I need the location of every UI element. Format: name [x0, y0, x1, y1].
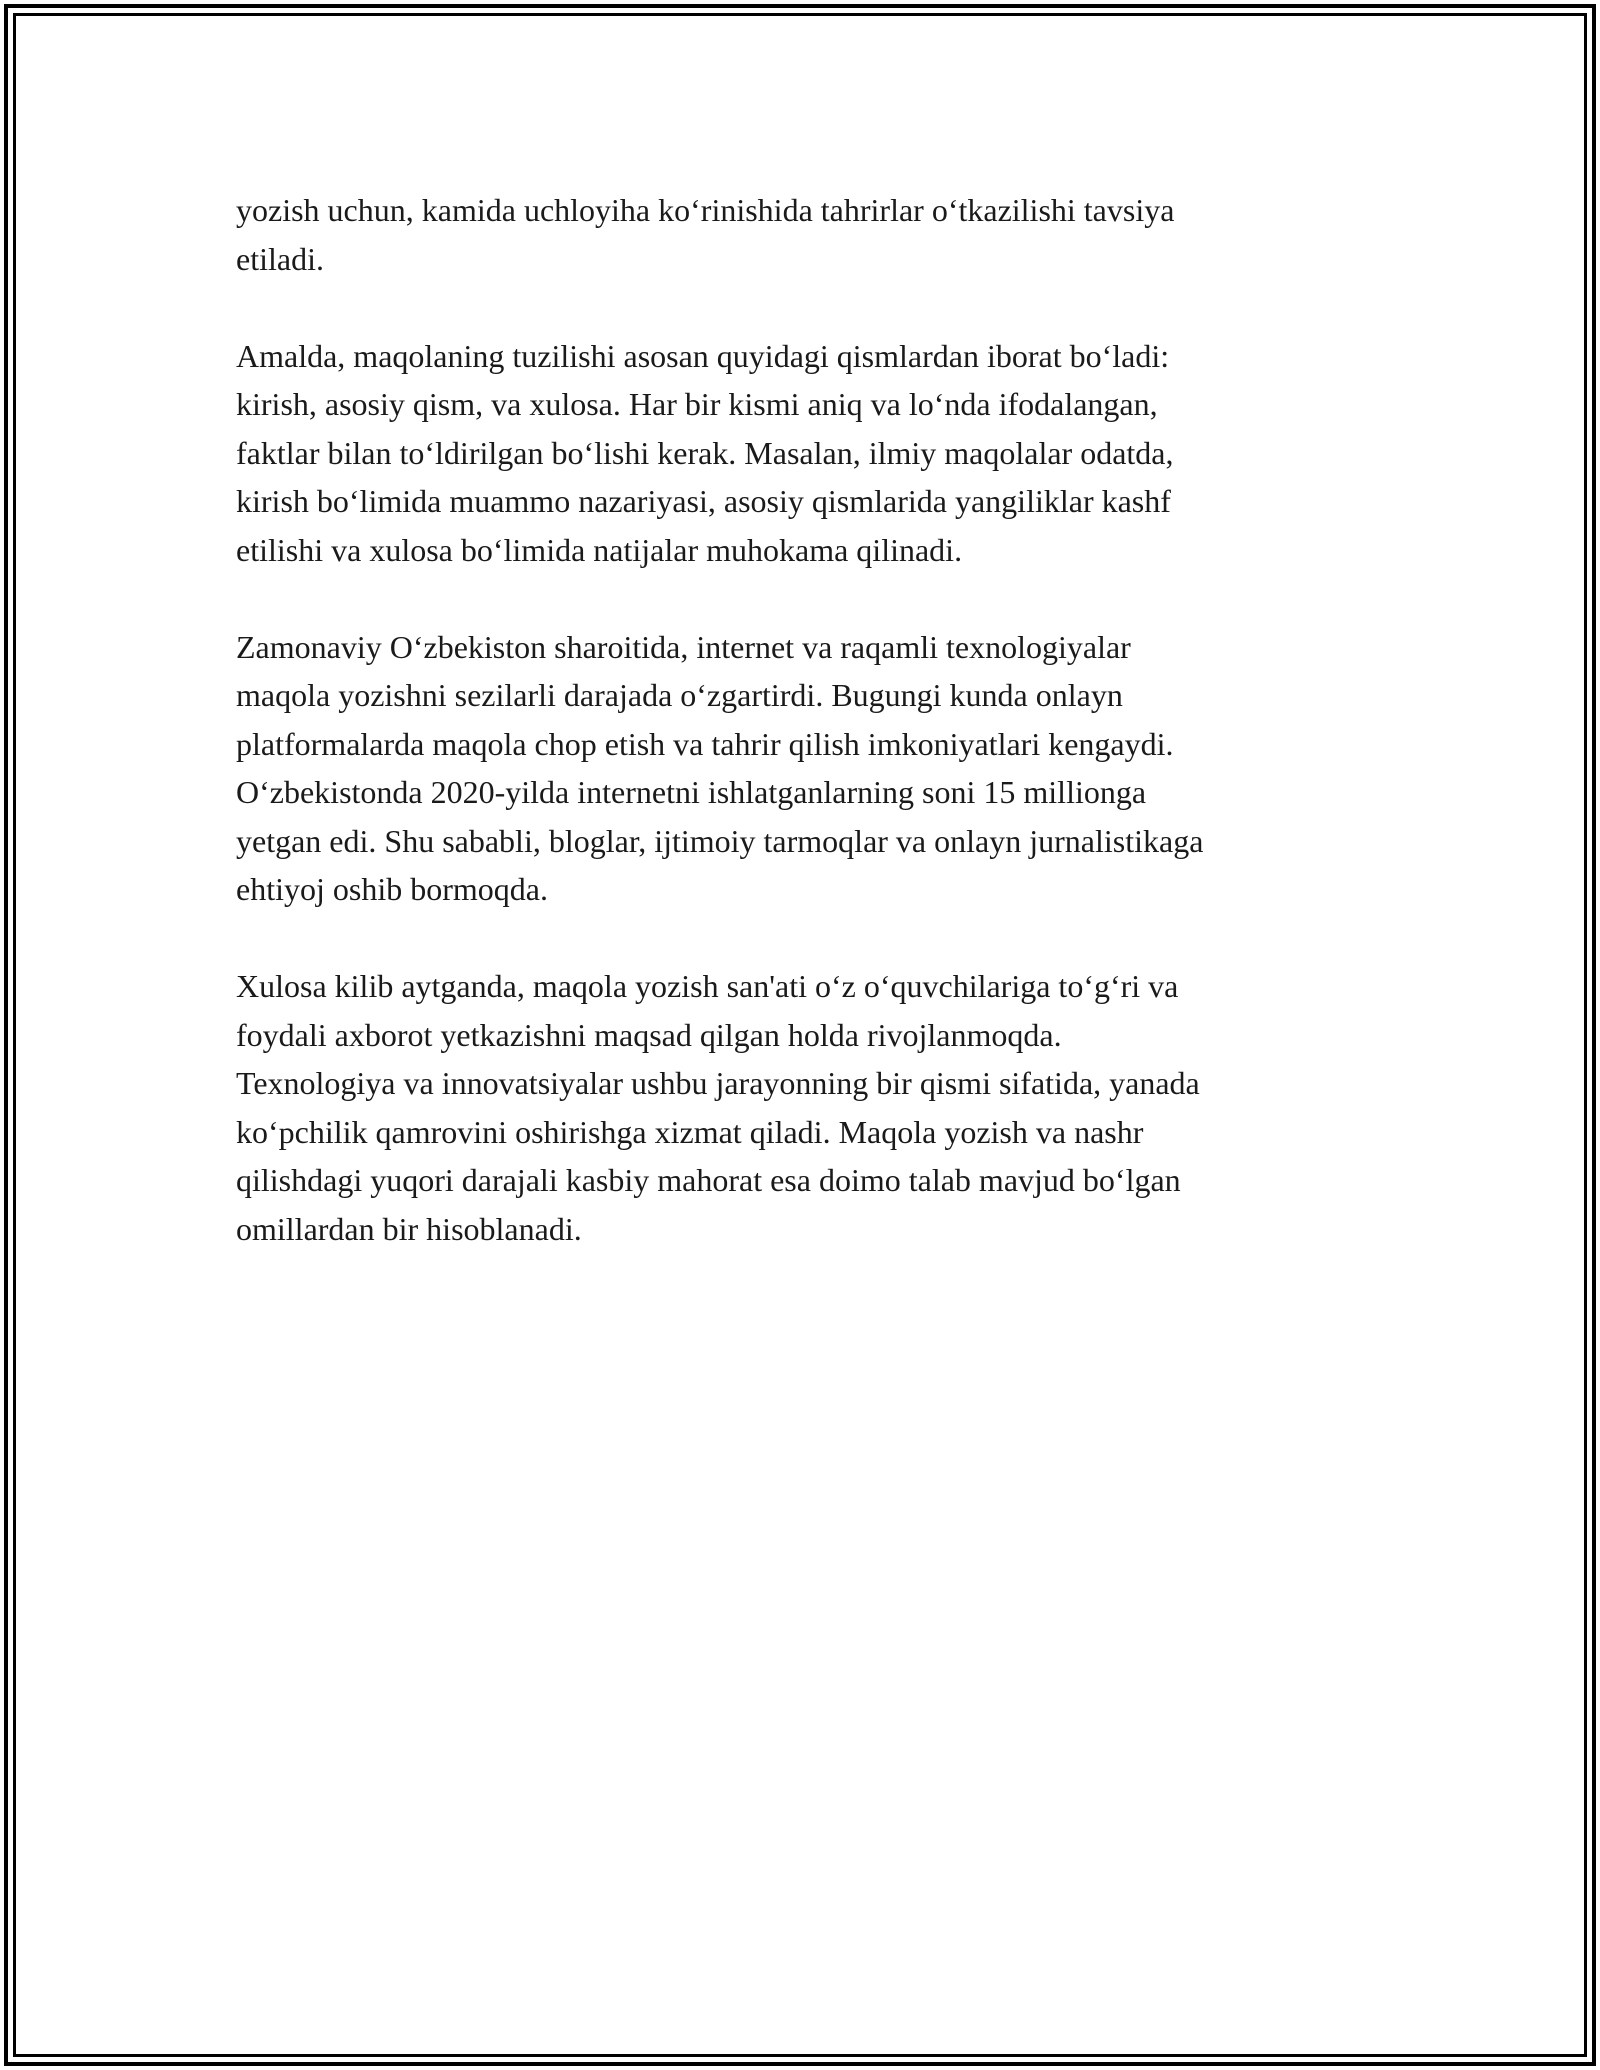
paragraph-article-structure: Amalda, maqolaning tuzilishi asosan quyidagi qismlardan iborat boʻladi: kirish, asosiy qism, va xulosa. Har bir kismi aniq va loʻnda ifodalangan, faktlar bilan toʻldirilgan boʻlishi kerak. Masalan, ilmiy maqolalar odatda, kirish boʻlimida muammo nazariyasi, asosiy qismlarida yangiliklar kashf etilishi va xulosa boʻlimida natijalar muhokama qilinadi.	[236, 337, 1174, 568]
paragraph-revision-advice: yozish uchun, kamida uchloyiha koʻrinishida tahrirlar oʻtkazilishi tavsiya etiladi.	[236, 192, 1175, 277]
paragraph-digital-uzbekistan: Zamonaviy Oʻzbekiston sharoitida, internet va raqamli texnologiyalar maqola yozishni sezilarli darajada oʻzgartirdi. Bugungi kunda onlayn platformalarda maqola chop etish va tahrir qilish imkoniyatlari kengaydi. Oʻzbekistonda 2020-yilda internetni ishlatganlarning soni 15 millionga yetgan edi. Shu sababli, bloglar, ijtimoiy tarmoqlar va onlayn jurnalistikaga ehtiyoj oshib bormoqda.	[236, 628, 1204, 907]
paragraph-conclusion: Xulosa kilib aytganda, maqola yozish san'ati oʻz oʻquvchilariga toʻgʻri va foydali axborot yetkazishni maqsad qilgan holda rivojlanmoqda. Texnologiya va innovatsiyalar ushbu jarayonning bir qismi sifatida, yanada koʻpchilik qamrovini oshirishga xizmat qiladi. Maqola yozish va nashr qilishdagi yuqori darajali kasbiy mahorat esa doimo talab mavjud boʻlgan omillardan bir hisoblanadi.	[236, 968, 1200, 1247]
document-body	[236, 186, 1366, 1302]
